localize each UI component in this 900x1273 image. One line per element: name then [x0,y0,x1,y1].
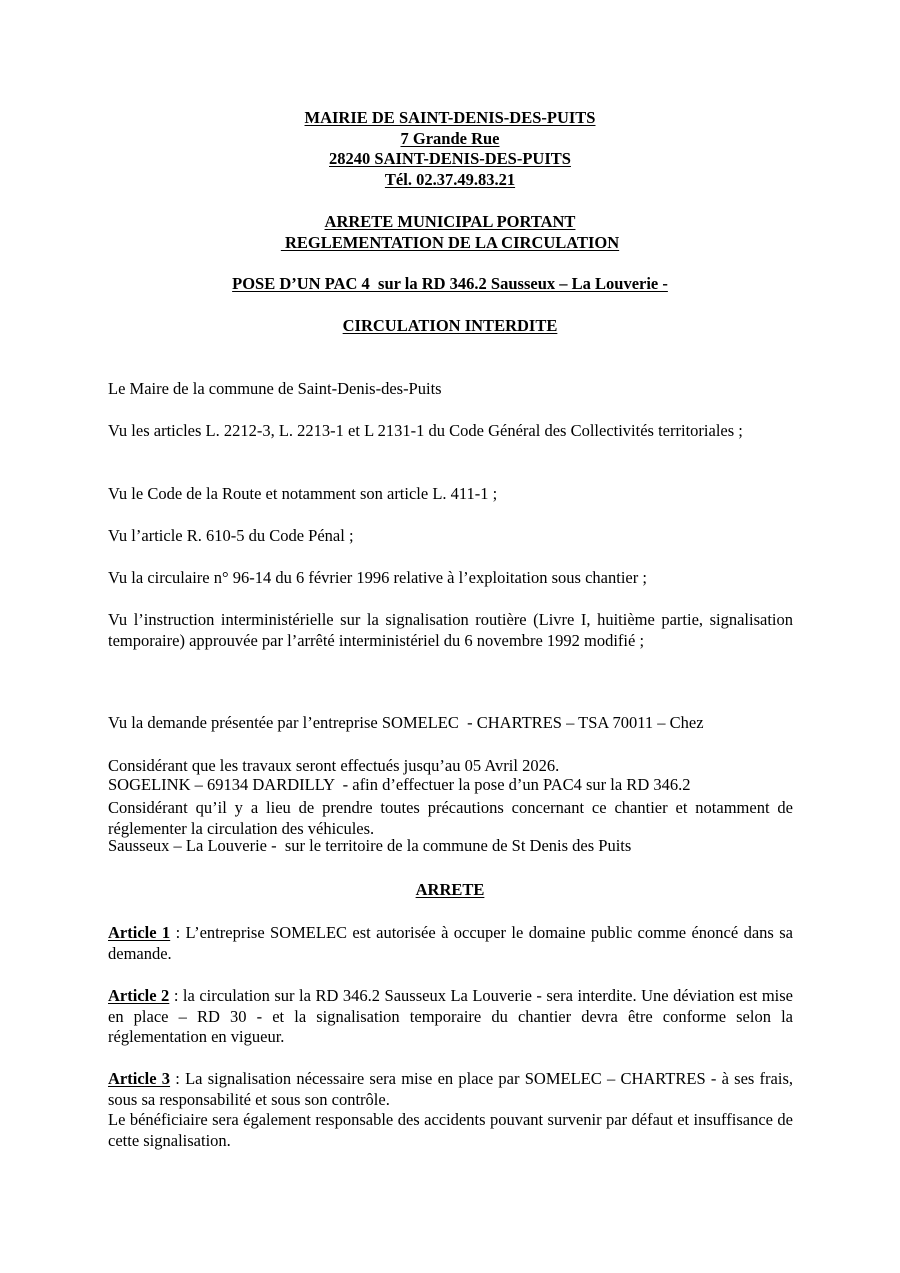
mairie-street: 7 Grande Rue [400,128,500,148]
article-1 [108,923,793,964]
arrete-title-line1: ARRETE MUNICIPAL PORTANT [324,212,576,231]
vu-demande-line1: Vu la demande présentée par l’entreprise SOMELEC - CHARTRES – TSA 70011 – Chez [108,713,704,732]
article-2-label: Article 2 [108,986,170,1005]
vu-code-route: Vu le Code de la Route et notamment son article L. 411-1 ; [108,484,498,503]
arrete-subject: POSE D’UN PAC 4 sur la RD 346.2 Sausseux – La Louverie - [232,274,668,293]
arrete-title [108,212,792,253]
mairie-header [108,108,792,190]
mairie-name: MAIRIE DE SAINT-DENIS-DES-PUITS [304,108,596,127]
article-3 [108,1069,793,1151]
considerant-precautions: Considérant qu’il y a lieu de prendre toutes précautions concernant ce chantier et notamment de réglementer la circulation des véhicules. [108,798,793,838]
vu-articles: Vu les articles L. 2212-3, L. 2213-1 et L 2131-1 du Code Général des Collectivités territoriales ; [108,421,743,440]
mairie-phone: Tél. 02.37.49.83.21 [384,169,516,189]
mairie-city: 28240 SAINT-DENIS-DES-PUITS [329,149,571,168]
considerant-date: Considérant que les travaux seront effectués jusqu’au 05 Avril 2026. [108,756,560,775]
vu-code-penal: Vu l’article R. 610-5 du Code Pénal ; [108,526,354,545]
article-2 [108,986,793,1048]
article-3-label: Article 3 [108,1069,171,1088]
vu-circulaire: Vu la circulaire n° 96-14 du 6 février 1996 relative à l’exploitation sous chantier ; [108,568,647,587]
article-3-text2: Le bénéficiaire sera également responsable des accidents pouvant survenir par défaut et insuffisance de cette signalisation. [108,1110,793,1150]
article-3-text: : La signalisation nécessaire sera mise en place par SOMELEC – CHARTRES - à ses frais, sous sa responsabilité et sous son contrôle. [108,1069,793,1109]
article-1-text: : L’entreprise SOMELEC est autorisée à occuper le domaine public comme énoncé dans sa demande. [108,923,793,963]
vu-instruction: Vu l’instruction interministérielle sur la signalisation routière (Livre I, huitième partie, signalisation temporaire) approuvée par l’arrêté interministériel du 6 novembre 1992 modifié ; [108,610,793,650]
vu-demande-line2: SOGELINK – 69134 DARDILLY - afin d’effectuer la pose d’un PAC4 sur la RD 346.2 [108,774,691,794]
vu-demande-line3: Sausseux – La Louverie - sur le territoire de la commune de St Denis des Puits [108,836,632,855]
arrete-heading: ARRETE [415,880,485,899]
article-1-label: Article 1 [108,923,171,942]
mayor-line: Le Maire de la commune de Saint-Denis-des-Puits [108,379,442,398]
restriction-heading: CIRCULATION INTERDITE [342,316,558,335]
arrete-title-line2: REGLEMENTATION DE LA CIRCULATION [280,232,620,252]
vu-demande [108,672,793,898]
article-2-text: : la circulation sur la RD 346.2 Sausseux La Louverie - sera interdite. Une déviation est mise en place – RD 30 - et la signalisation temporaire du chantier devra être conforme selon la réglementation en vigueur. [108,986,793,1046]
